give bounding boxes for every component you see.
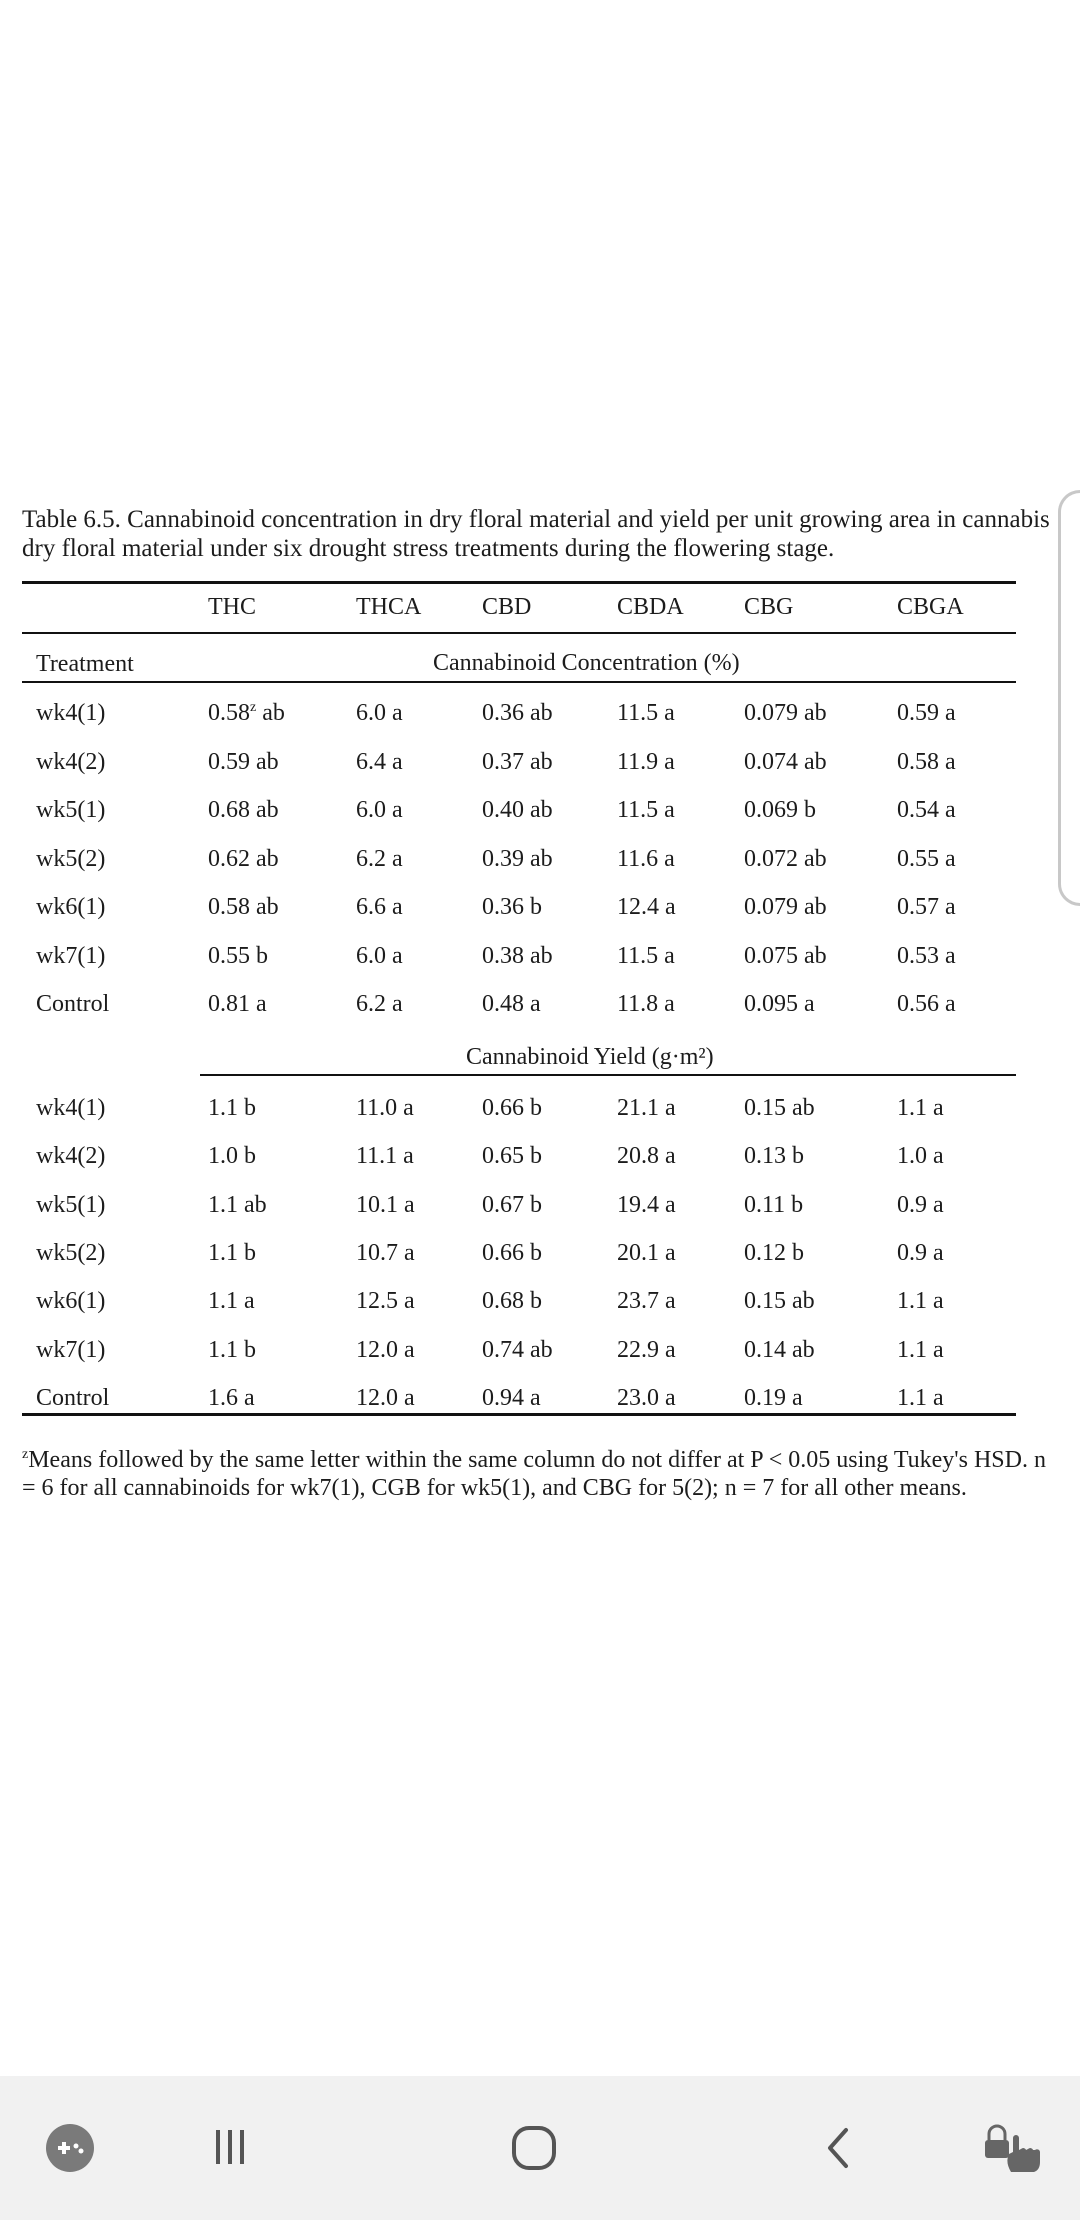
value-cell-cbd: 0.66 b [482, 1095, 542, 1121]
value-cell-thca: 11.0 a [356, 1095, 414, 1121]
home-icon[interactable] [484, 2076, 584, 2220]
value-cell-thc: 0.81 a [208, 991, 267, 1017]
value-cell-cbg: 0.15 ab [744, 1288, 815, 1315]
treatment-cell: wk7(1) [36, 942, 106, 969]
value-cell-thc: 0.68 ab [208, 797, 279, 823]
value-cell-cbg: 0.15 ab [744, 1095, 815, 1121]
value-cell-cbg: 0.19 a [744, 1384, 803, 1411]
game-launcher-icon[interactable] [30, 2076, 110, 2220]
value-cell-thc: 0.58$^z$ ab [208, 700, 285, 726]
value-cell-cbda: 12.4 a [617, 894, 676, 920]
value-cell-cbg: 0.072 ab [744, 845, 827, 872]
recent-apps-icon[interactable] [180, 2076, 280, 2220]
treatment-cell: Control [36, 991, 110, 1017]
value-cell-cbd: 0.36 ab [482, 700, 553, 726]
value-cell-thc: 0.58 ab [208, 894, 279, 920]
value-cell-cbd: 0.37 ab [482, 748, 553, 775]
value-cell-cbd: 0.68 b [482, 1288, 542, 1315]
value-cell-thca: 10.7 a [356, 1239, 415, 1266]
value-cell-cbga: 0.59 a [897, 700, 956, 726]
value-cell-cbd: 0.74 ab [482, 1336, 553, 1363]
value-cell-cbda: 11.5 a [617, 700, 675, 726]
value-cell-cbd: 0.39 ab [482, 845, 553, 872]
treatment-cell: wk5(2) [36, 845, 106, 872]
navigation-bar [0, 2076, 1080, 2220]
value-cell-thc: 1.1 b [208, 1239, 256, 1266]
value-cell-cbg: 0.075 ab [744, 942, 827, 969]
treatment-cell: wk5(1) [36, 1191, 106, 1218]
value-cell-cbg: 0.069 b [744, 797, 816, 823]
value-cell-cbda: 11.9 a [617, 748, 675, 775]
value-cell-thc: 0.59 ab [208, 748, 279, 775]
table-top-rule [22, 581, 1016, 584]
value-cell-cbg: 0.079 ab [744, 700, 827, 726]
value-cell-thc: 1.1 b [208, 1095, 256, 1121]
value-cell-cbg: 0.074 ab [744, 748, 827, 775]
value-cell-cbga: 0.9 a [897, 1239, 944, 1266]
value-cell-cbd: 0.40 ab [482, 797, 553, 823]
value-cell-cbda: 20.8 a [617, 1143, 676, 1170]
treatment-cell: wk6(1) [36, 1288, 106, 1315]
value-cell-cbda: 11.5 a [617, 942, 675, 969]
value-cell-thca: 6.0 a [356, 700, 403, 726]
value-cell-thca: 10.1 a [356, 1191, 415, 1218]
treatment-cell: wk4(1) [36, 700, 106, 726]
value-cell-cbd: 0.48 a [482, 991, 541, 1017]
table-bottom-rule [22, 1413, 1016, 1416]
value-cell-cbga: 1.1 a [897, 1384, 944, 1411]
value-cell-cbd: 0.65 b [482, 1143, 542, 1170]
value-cell-cbda: 11.8 a [617, 991, 675, 1017]
value-cell-thca: 12.5 a [356, 1288, 415, 1315]
value-cell-cbda: 23.0 a [617, 1384, 676, 1411]
value-cell-cbda: 21.1 a [617, 1095, 676, 1121]
value-cell-thc: 1.0 b [208, 1143, 256, 1170]
value-cell-thca: 12.0 a [356, 1336, 415, 1363]
value-cell-thc: 1.1 b [208, 1336, 256, 1363]
table-caption: Table 6.5. Cannabinoid concentration in dry floral material and yield per unit growing area in cannabis dry floral material under six drought stress treatments during the flowering stage. [22, 506, 1050, 562]
column-header-cbda: CBDA [617, 594, 684, 620]
header-rule [22, 632, 1016, 634]
value-cell-cbda: 19.4 a [617, 1191, 676, 1218]
value-cell-thc: 1.1 ab [208, 1191, 267, 1218]
value-cell-thca: 6.0 a [356, 942, 403, 969]
value-cell-cbd: 0.94 a [482, 1384, 541, 1411]
section2-rule [200, 1074, 1016, 1076]
value-cell-thca: 11.1 a [356, 1143, 414, 1170]
section1-rule [22, 681, 1016, 683]
value-cell-cbg: 0.079 ab [744, 894, 827, 920]
touch-lock-icon[interactable] [960, 2076, 1060, 2220]
treatment-cell: wk5(1) [36, 797, 106, 823]
edge-panel-handle[interactable] [1058, 490, 1080, 906]
treatment-cell: wk4(2) [36, 748, 106, 775]
value-cell-thca: 6.4 a [356, 748, 403, 775]
value-cell-cbg: 0.11 b [744, 1191, 804, 1218]
value-cell-cbga: 0.56 a [897, 991, 956, 1017]
value-cell-thca: 6.2 a [356, 845, 403, 872]
treatment-cell: wk6(1) [36, 894, 106, 920]
treatment-cell: wk4(1) [36, 1095, 106, 1121]
value-cell-cbda: 11.6 a [617, 845, 675, 872]
value-cell-cbga: 0.9 a [897, 1191, 944, 1218]
value-cell-cbd: 0.66 b [482, 1239, 542, 1266]
value-cell-cbd: 0.38 ab [482, 942, 553, 969]
column-header-cbd: CBD [482, 594, 532, 620]
value-cell-cbga: 0.57 a [897, 894, 956, 920]
value-cell-cbga: 1.1 a [897, 1095, 944, 1121]
value-cell-thca: 6.6 a [356, 894, 403, 920]
column-header-cbg: CBG [744, 594, 794, 620]
value-cell-cbg: 0.14 ab [744, 1336, 815, 1363]
value-cell-thc: 1.6 a [208, 1384, 255, 1411]
value-cell-thc: 0.62 ab [208, 845, 279, 872]
value-cell-cbga: 1.0 a [897, 1143, 944, 1170]
value-cell-cbda: 11.5 a [617, 797, 675, 823]
value-cell-thca: 12.0 a [356, 1384, 415, 1411]
column-header-cbga: CBGA [897, 594, 964, 620]
table-footnote: $^z$Means followed by the same letter within the same column do not differ at P < 0.05 using Tukey's HSD. n = 6 for all cannabinoids for wk7(1), CGB for wk5(1), and CBG for 5(2); n = 7 for all other means. [22, 1447, 1046, 1501]
value-cell-cbda: 22.9 a [617, 1336, 676, 1363]
treatment-cell: wk7(1) [36, 1336, 106, 1363]
value-cell-cbga: 0.53 a [897, 942, 956, 969]
column-header-thc: THC [208, 594, 256, 620]
value-cell-cbd: 0.67 b [482, 1191, 542, 1218]
value-cell-cbga: 0.55 a [897, 845, 956, 872]
value-cell-cbd: 0.36 b [482, 894, 542, 920]
value-cell-cbga: 1.1 a [897, 1288, 944, 1315]
value-cell-cbga: 0.58 a [897, 748, 956, 775]
value-cell-cbg: 0.13 b [744, 1143, 804, 1170]
value-cell-thca: 6.2 a [356, 991, 403, 1017]
column-header-thca: THCA [356, 594, 422, 620]
treatment-label: Treatment [36, 651, 134, 677]
treatment-cell: Control [36, 1384, 110, 1411]
value-cell-cbg: 0.12 b [744, 1239, 804, 1266]
value-cell-cbga: 0.54 a [897, 797, 956, 823]
value-cell-cbda: 23.7 a [617, 1288, 676, 1315]
section-concentration-title: Cannabinoid Concentration (%) [433, 650, 740, 676]
section-yield-title: Cannabinoid Yield (g·m²) [466, 1044, 714, 1070]
back-icon[interactable] [790, 2076, 890, 2220]
treatment-cell: wk4(2) [36, 1143, 106, 1170]
value-cell-cbda: 20.1 a [617, 1239, 676, 1266]
value-cell-thc: 1.1 a [208, 1288, 255, 1315]
value-cell-cbg: 0.095 a [744, 991, 815, 1017]
value-cell-thca: 6.0 a [356, 797, 403, 823]
treatment-cell: wk5(2) [36, 1239, 106, 1266]
value-cell-thc: 0.55 b [208, 942, 268, 969]
value-cell-cbga: 1.1 a [897, 1336, 944, 1363]
